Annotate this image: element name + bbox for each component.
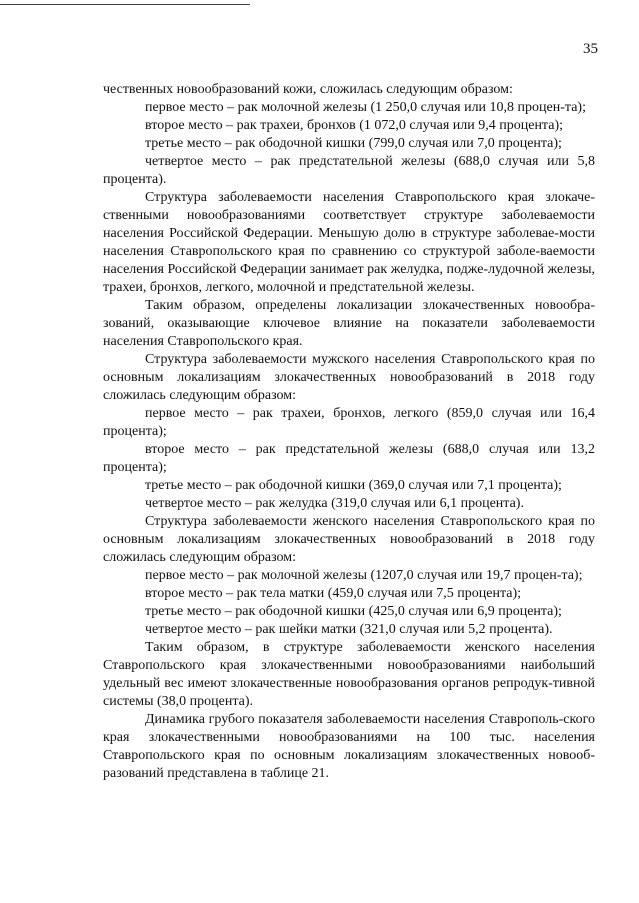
list-item: первое место – рак трахеи, бронхов, легкого (859,0 случая или 16,4 процента); [103, 406, 595, 439]
list-item: четвертое место – рак предстательной железы (688,0 случая или 5,8 процента). [103, 154, 595, 187]
document-body [103, 81, 595, 783]
list-item: второе место – рак предстательной железы (688,0 случая или 13,2 процента); [103, 442, 595, 475]
paragraph: Структура заболеваемости женского населения Ставропольского края по основным локализациям злокачественных новообразований в 2018 году сложилась следующим образом: [103, 514, 595, 565]
list-item: четвертое место – рак желудка (319,0 случая или 6,1 процента). [145, 496, 524, 511]
paragraph: Структура заболеваемости населения Ставропольского края злокаче-ственными новообразованиями соответствует структуре заболеваемости населения Российской Федерации. Меньшую долю в структуре заболевае-мости населения Ставропольского края по сравнению со структурой заболе-ваемости населения Российской Федерации занимает рак желудка, подже-лудочной железы, трахеи, бронхов, легкого, молочной и предстательной железы. [103, 190, 595, 295]
paragraph: Таким образом, в структуре заболеваемости женского населения Ставропольского края злокачественными новообразованиями наибольший удельный вес имеют злокачественные новообразования органов репродук-тивной системы (38,0 процента). [103, 640, 595, 709]
list-item: первое место – рак молочной железы (1 250,0 случая или 10,8 процен-та); [145, 100, 586, 115]
list-item: третье место – рак ободочной кишки (799,0 случая или 7,0 процента); [145, 136, 562, 151]
paragraph: чественных новообразований кожи, сложилась следующим образом: [103, 82, 513, 97]
paragraph: Таким образом, определены локализации злокачественных новообра-зований, оказывающие ключевое влияние на показатели заболеваемости населения Ставропольского края. [103, 298, 595, 349]
top-rule [0, 4, 250, 5]
list-item: четвертое место – рак шейки матки (321,0 случая или 5,2 процента). [145, 622, 553, 637]
list-item: первое место – рак молочной железы (1207,0 случая или 19,7 процен-та); [145, 568, 583, 583]
list-item: второе место – рак трахеи, бронхов (1 072,0 случая или 9,4 процента); [145, 118, 563, 133]
page-number: 35 [583, 41, 598, 57]
list-item: второе место – рак тела матки (459,0 случая или 7,5 процента); [145, 586, 521, 601]
list-item: третье место – рак ободочной кишки (369,0 случая или 7,1 процента); [145, 478, 562, 493]
list-item: третье место – рак ободочной кишки (425,0 случая или 6,9 процента); [145, 604, 562, 619]
paragraph: Структура заболеваемости мужского населения Ставропольского края по основным локализациям злокачественных новообразований в 2018 году сложилась следующим образом: [103, 352, 595, 403]
paragraph: Динамика грубого показателя заболеваемости населения Ставрополь-ского края злокачественными новообразованиями на 100 тыс. населения Ставропольского края по основным локализациям злокачественных новооб-разований представлена в таблице 21. [103, 712, 595, 781]
